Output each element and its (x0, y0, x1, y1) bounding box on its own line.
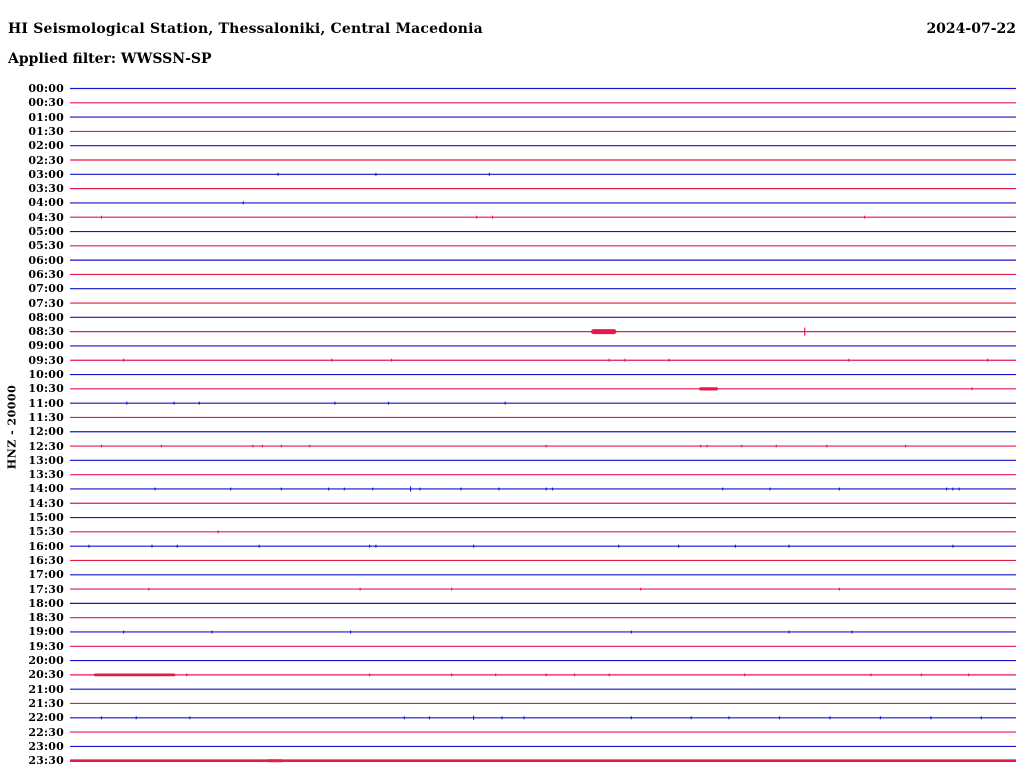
time-label-22:30: 22:30 (28, 725, 64, 739)
trace-09:30 (70, 359, 1016, 362)
time-label-17:30: 17:30 (28, 582, 64, 596)
trace-15:30 (70, 531, 1016, 534)
time-label-10:30: 10:30 (28, 382, 64, 396)
trace-12:30 (70, 445, 1016, 448)
time-label-03:30: 03:30 (28, 182, 64, 196)
time-label-20:30: 20:30 (28, 668, 64, 682)
time-label-07:00: 07:00 (28, 282, 64, 296)
time-label-09:00: 09:00 (28, 339, 64, 353)
time-label-09:30: 09:30 (28, 353, 64, 367)
station-title: HI Seismological Station, Thessaloniki, Central Macedonia (8, 21, 483, 37)
time-label-05:30: 05:30 (28, 239, 64, 253)
trace-16:00 (70, 545, 1016, 548)
trace-14:00 (70, 487, 1016, 492)
time-label-22:00: 22:00 (28, 711, 64, 725)
time-label-19:30: 19:30 (28, 639, 64, 653)
time-label-12:30: 12:30 (28, 439, 64, 453)
time-label-04:30: 04:30 (28, 210, 64, 224)
time-label-21:00: 21:00 (28, 682, 64, 696)
time-label-13:00: 13:00 (28, 453, 64, 467)
time-label-11:30: 11:30 (28, 410, 64, 424)
time-label-18:30: 18:30 (28, 611, 64, 625)
time-label-06:00: 06:00 (28, 253, 64, 267)
time-label-02:30: 02:30 (28, 153, 64, 167)
time-label-10:00: 10:00 (28, 368, 64, 382)
trace-11:00 (70, 402, 1016, 405)
time-label-20:00: 20:00 (28, 654, 64, 668)
time-label-15:00: 15:00 (28, 511, 64, 525)
trace-04:00 (70, 202, 1016, 205)
time-label-17:00: 17:00 (28, 568, 64, 582)
trace-08:30 (70, 328, 1016, 336)
time-label-07:30: 07:30 (28, 296, 64, 310)
time-label-12:00: 12:00 (28, 425, 64, 439)
time-label-01:00: 01:00 (28, 110, 64, 124)
time-label-05:00: 05:00 (28, 225, 64, 239)
time-label-00:00: 00:00 (28, 82, 64, 95)
trace-19:00 (70, 631, 1016, 634)
trace-10:30 (70, 387, 1016, 390)
time-label-08:30: 08:30 (28, 325, 64, 339)
time-label-14:00: 14:00 (28, 482, 64, 496)
time-label-23:00: 23:00 (28, 739, 64, 753)
time-label-06:30: 06:30 (28, 267, 64, 281)
time-label-02:00: 02:00 (28, 139, 64, 153)
trace-17:30 (70, 588, 1016, 591)
trace-03:00 (70, 173, 1016, 176)
applied-filter-label: Applied filter: WWSSN-SP (8, 51, 212, 67)
time-label-11:00: 11:00 (28, 396, 64, 410)
time-label-08:00: 08:00 (28, 310, 64, 324)
date-label: 2024-07-22 (926, 21, 1016, 37)
time-label-16:30: 16:30 (28, 553, 64, 567)
time-label-14:30: 14:30 (28, 496, 64, 510)
trace-23:30 (70, 760, 1016, 762)
time-label-21:30: 21:30 (28, 696, 64, 710)
time-label-16:00: 16:00 (28, 539, 64, 553)
trace-20:30 (70, 674, 1016, 677)
time-label-18:00: 18:00 (28, 596, 64, 610)
trace-04:30 (70, 216, 1016, 219)
time-label-19:00: 19:00 (28, 625, 64, 639)
time-label-03:00: 03:00 (28, 167, 64, 181)
time-label-13:30: 13:30 (28, 468, 64, 482)
channel-gain-vertical-label: HNZ - 20000 (5, 384, 19, 470)
time-label-00:30: 00:30 (28, 96, 64, 110)
time-label-15:30: 15:30 (28, 525, 64, 539)
trace-22:00 (70, 716, 1016, 720)
time-label-23:30: 23:30 (28, 754, 64, 768)
time-label-01:30: 01:30 (28, 124, 64, 138)
time-label-04:00: 04:00 (28, 196, 64, 210)
